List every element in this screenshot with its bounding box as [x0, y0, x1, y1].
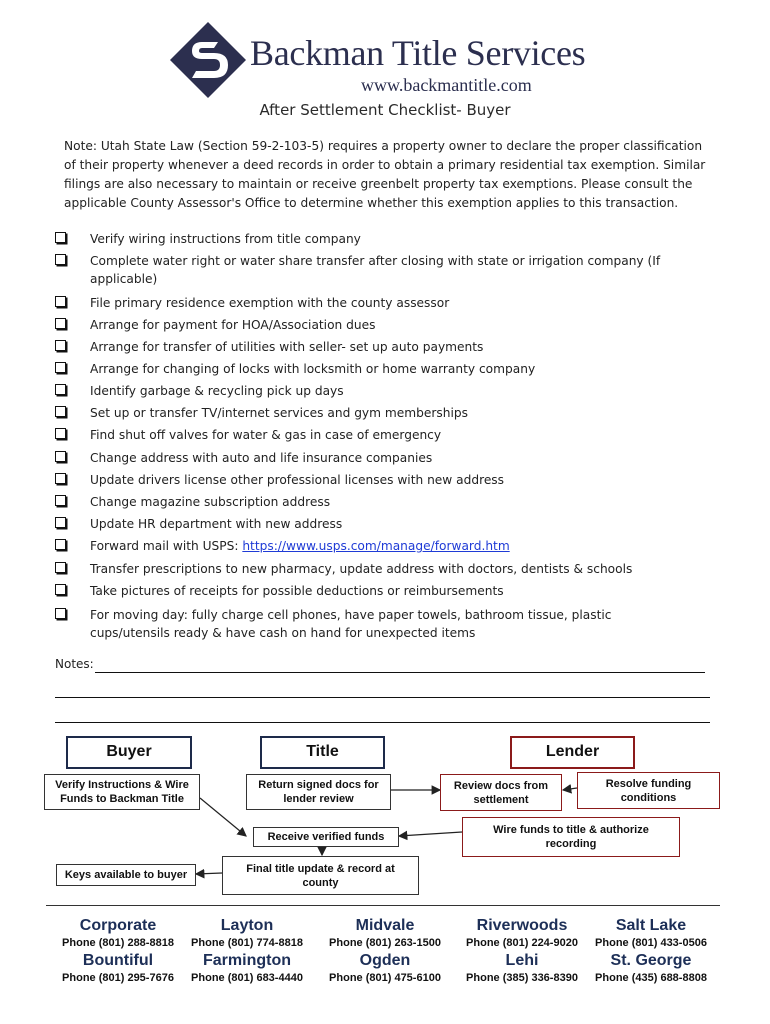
office-entry: [48, 951, 188, 985]
footer-divider: [46, 905, 720, 906]
lender-header: Lender: [510, 736, 635, 769]
office-name: Corporate: [79, 917, 157, 934]
checklist-item-label: For moving day: fully charge cell phones, have paper towels, bathroom tissue, plastic cups/utensils ready & have cash on hand for unexpected items: [90, 608, 612, 640]
checklist-item-label: Change address with auto and life insurance companies: [90, 451, 433, 465]
checklist-item-label: Arrange for transfer of utilities with seller- set up auto payments: [90, 340, 484, 354]
title-header: Title: [260, 736, 385, 769]
checklist-item-text-wrap: [90, 537, 690, 555]
office-name: Farmington: [203, 952, 291, 969]
final-title-update-box: Final title update & record at county: [222, 856, 419, 895]
checkbox[interactable]: [55, 495, 66, 506]
office-name: St. George: [610, 952, 692, 969]
office-phone[interactable]: Phone (801) 224-9020: [466, 937, 578, 949]
office-entry: [48, 916, 188, 950]
checklist-item-label: Update drivers license other professional licenses with new address: [90, 473, 505, 487]
checkbox[interactable]: [55, 562, 66, 573]
office-entry: [315, 951, 455, 985]
office-name: Layton: [220, 917, 274, 934]
notes-line[interactable]: [55, 697, 710, 698]
usps-forward-link[interactable]: https://www.usps.com/manage/forward.htm: [242, 539, 510, 553]
checkbox[interactable]: [55, 539, 66, 550]
checklist-item-label: Arrange for changing of locks with locksmith or home warranty company: [90, 362, 536, 376]
legal-note: Note: Utah State Law (Section 59-2-103-5) requires a property owner to declare the proper classification of their property whenever a deed records in order to obtain a primary residential tax exemption. Similar filings are also necessary to maintain or receive greenbelt property tax exemptions. Please consult the applicable County Assessor's Office to determine whether this exemption applies to this transaction.: [64, 139, 706, 210]
wire-funds-box: Wire funds to title & authorize recording: [462, 817, 680, 857]
notes-line[interactable]: [95, 672, 705, 673]
office-phone[interactable]: Phone (801) 475-6100: [329, 972, 441, 984]
office-entry: [177, 916, 317, 950]
resolve-funding-box: Resolve funding conditions: [577, 772, 720, 809]
checklist-item-label: Identify garbage & recycling pick up days: [90, 384, 344, 398]
office-entry: [315, 916, 455, 950]
office-entry: [581, 951, 721, 985]
checkbox[interactable]: [55, 296, 66, 307]
office-entry: [452, 951, 592, 985]
office-entry: [177, 951, 317, 985]
review-docs-box: Review docs from settlement: [440, 774, 562, 811]
checklist-item-label: Verify wiring instructions from title company: [90, 232, 361, 246]
checkbox[interactable]: [55, 362, 66, 373]
website-link[interactable]: www.backmantitle.com: [361, 75, 532, 95]
checkbox[interactable]: [55, 340, 66, 351]
checklist-item-label: Forward mail with USPS:: [90, 539, 243, 553]
return-docs-box: Return signed docs for lender review: [246, 774, 391, 810]
office-phone[interactable]: Phone (385) 336-8390: [466, 972, 578, 984]
checklist-item-label: File primary residence exemption with the county assessor: [90, 296, 450, 310]
checklist-item-label: Transfer prescriptions to new pharmacy, update address with doctors, dentists & schools: [90, 562, 633, 576]
office-phone[interactable]: Phone (801) 683-4440: [191, 972, 303, 984]
receive-funds-box: Receive verified funds: [253, 827, 399, 847]
checkbox[interactable]: [55, 428, 66, 439]
checklist-item-label: Change magazine subscription address: [90, 495, 331, 509]
checkbox[interactable]: [55, 254, 66, 265]
checkbox[interactable]: [55, 517, 66, 528]
office-name: Ogden: [359, 952, 411, 969]
verify-instructions-box: Verify Instructions & Wire Funds to Backman Title: [44, 774, 200, 810]
office-phone[interactable]: Phone (801) 433-0506: [595, 937, 707, 949]
office-phone[interactable]: Phone (801) 263-1500: [329, 937, 441, 949]
office-name: Salt Lake: [615, 917, 687, 934]
checklist-item-label: Set up or transfer TV/internet services and gym memberships: [90, 406, 468, 420]
office-name: Bountiful: [82, 952, 154, 969]
office-phone[interactable]: Phone (801) 295-7676: [62, 972, 174, 984]
notes-line[interactable]: [55, 722, 710, 723]
keys-available-box: Keys available to buyer: [56, 864, 196, 886]
notes-label: Notes:: [55, 657, 94, 671]
office-name: Midvale: [355, 917, 415, 934]
checklist-item-label: Find shut off valves for water & gas in case of emergency: [90, 428, 442, 442]
checklist-item-label: Update HR department with new address: [90, 517, 343, 531]
office-entry: [452, 916, 592, 950]
checklist-item-label: Take pictures of receipts for possible deductions or reimbursements: [90, 584, 504, 598]
checkbox[interactable]: [55, 584, 66, 595]
office-phone[interactable]: Phone (801) 288-8818: [62, 937, 174, 949]
office-name: Lehi: [505, 952, 539, 969]
office-phone[interactable]: Phone (801) 774-8818: [191, 937, 303, 949]
checklist-item-label: Arrange for payment for HOA/Association dues: [90, 318, 376, 332]
checkbox[interactable]: [55, 232, 66, 243]
company-name: Backman Title Services: [250, 33, 586, 73]
page-title: After Settlement Checklist- Buyer: [259, 101, 511, 119]
backman-logo-icon: [168, 20, 248, 100]
checkbox[interactable]: [55, 608, 66, 619]
checklist-item-label: Complete water right or water share transfer after closing with state or irrigation company (If applicable): [90, 254, 661, 286]
checkbox[interactable]: [55, 384, 66, 395]
buyer-header: Buyer: [66, 736, 192, 769]
office-entry: [581, 916, 721, 950]
checkbox[interactable]: [55, 318, 66, 329]
office-phone[interactable]: Phone (435) 688-8808: [595, 972, 707, 984]
checkbox[interactable]: [55, 473, 66, 484]
office-name: Riverwoods: [476, 917, 568, 934]
checkbox[interactable]: [55, 451, 66, 462]
checkbox[interactable]: [55, 406, 66, 417]
